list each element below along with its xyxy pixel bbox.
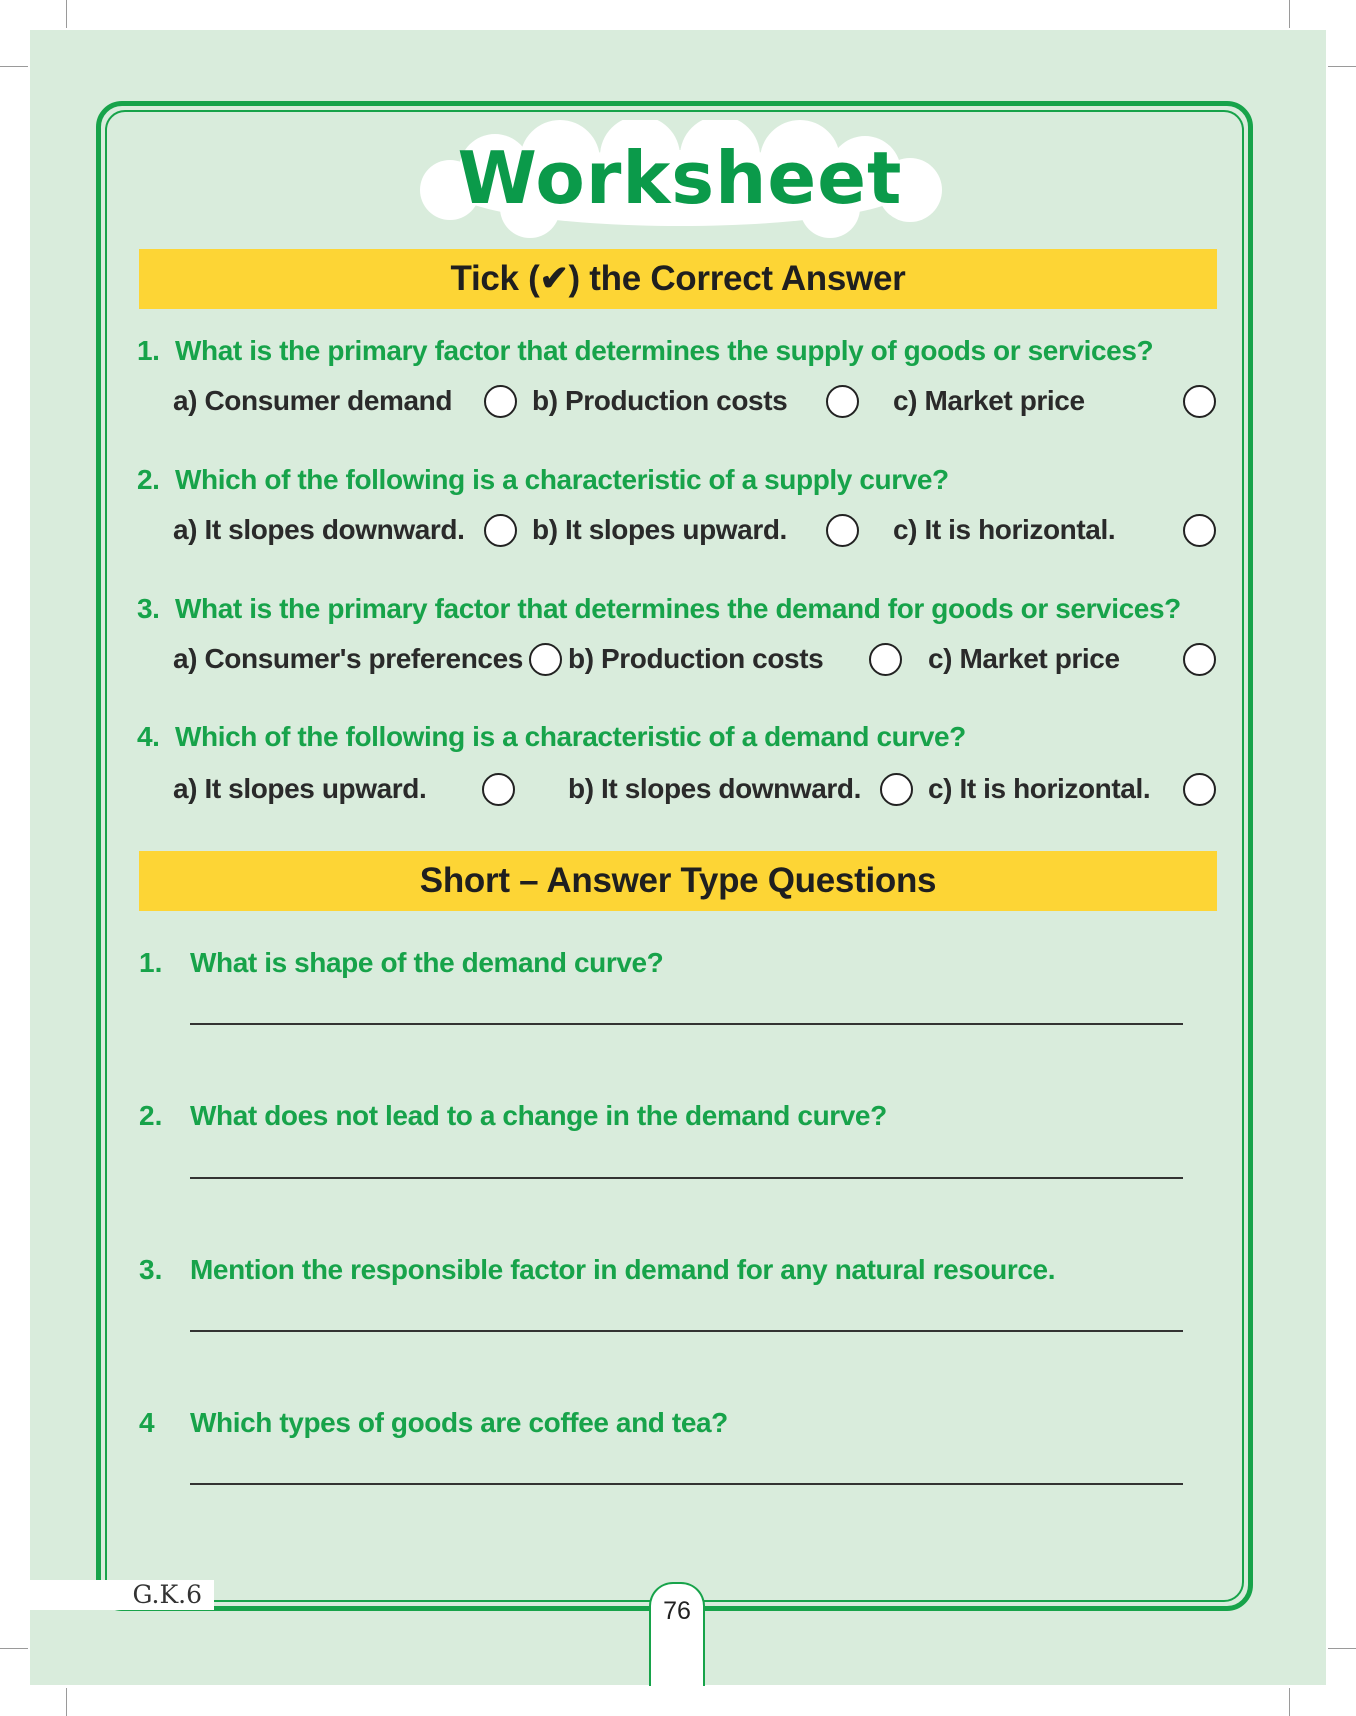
answer-circle-q1-c[interactable] <box>1183 385 1216 418</box>
page-number: 76 <box>663 1597 691 1625</box>
question-text: What is the primary factor that determines the demand for goods or services? <box>175 593 1181 624</box>
section-heading-short-answer: Short – Answer Type Questions <box>139 851 1217 911</box>
answer-circle-q4-b[interactable] <box>880 773 913 806</box>
option-c: c) Market price <box>928 643 1120 674</box>
short-question-4: Which types of goods are coffee and tea? <box>190 1407 728 1438</box>
crop-mark <box>66 0 67 28</box>
answer-line-4[interactable] <box>190 1483 1183 1485</box>
crop-mark <box>66 1688 67 1716</box>
answer-line-2[interactable] <box>190 1177 1183 1179</box>
mcq-question-4 <box>137 720 966 754</box>
crop-mark <box>0 66 28 67</box>
answer-circle-q1-a[interactable] <box>484 385 517 418</box>
answer-circle-q4-c[interactable] <box>1183 773 1216 806</box>
option-c: c) It is horizontal. <box>928 773 1151 804</box>
option-c: c) It is horizontal. <box>893 514 1116 545</box>
crop-mark <box>1328 1648 1356 1649</box>
question-text: Which of the following is a characteristic of a supply curve? <box>175 464 949 495</box>
answer-circle-q2-b[interactable] <box>826 514 859 547</box>
crop-mark <box>1328 66 1356 67</box>
question-number: 2. <box>139 1100 163 1131</box>
option-b: b) It slopes upward. <box>532 514 787 545</box>
section-heading-mcq: Tick (✔) the Correct Answer <box>139 249 1217 309</box>
short-question-2: What does not lead to a change in the demand curve? <box>190 1100 887 1131</box>
page-title: Worksheet <box>457 136 903 220</box>
mcq-question-3 <box>137 592 1181 626</box>
mcq-question-1 <box>137 334 1153 368</box>
crop-mark <box>1289 0 1290 28</box>
answer-circle-q3-a[interactable] <box>529 643 562 676</box>
answer-circle-q2-a[interactable] <box>484 514 517 547</box>
answer-circle-q3-b[interactable] <box>869 643 902 676</box>
option-c: c) Market price <box>893 385 1085 416</box>
question-number: 2. <box>137 464 160 495</box>
crop-mark <box>1289 1688 1290 1716</box>
option-b: b) Production costs <box>532 385 788 416</box>
crop-mark <box>0 1648 28 1649</box>
question-number: 3. <box>139 1254 163 1285</box>
question-number: 4. <box>137 721 160 752</box>
question-number: 1. <box>137 335 160 366</box>
option-b: b) Production costs <box>568 643 824 674</box>
answer-circle-q2-c[interactable] <box>1183 514 1216 547</box>
answer-circle-q3-c[interactable] <box>1183 643 1216 676</box>
short-question-1: What is shape of the demand curve? <box>190 947 664 978</box>
answer-line-1[interactable] <box>190 1023 1183 1025</box>
question-text: Which of the following is a characteristic of a demand curve? <box>175 721 966 752</box>
book-label: G.K.6 <box>0 1580 214 1610</box>
short-question-3: Mention the responsible factor in demand for any natural resource. <box>190 1254 1056 1285</box>
option-a: a) It slopes downward. <box>173 514 465 545</box>
title-cloud <box>410 120 950 240</box>
mcq-question-2 <box>137 463 949 497</box>
answer-circle-q4-a[interactable] <box>482 773 515 806</box>
answer-line-3[interactable] <box>190 1330 1183 1332</box>
option-a: a) Consumer's preferences <box>173 643 523 674</box>
question-number: 3. <box>137 593 160 624</box>
answer-circle-q1-b[interactable] <box>826 385 859 418</box>
question-number: 1. <box>139 947 163 978</box>
page-number-tab <box>649 1582 705 1686</box>
option-a: a) It slopes upward. <box>173 773 427 804</box>
option-a: a) Consumer demand <box>173 385 453 416</box>
question-text: What is the primary factor that determines the supply of goods or services? <box>175 335 1154 366</box>
question-number: 4 <box>139 1407 155 1438</box>
option-b: b) It slopes downward. <box>568 773 861 804</box>
